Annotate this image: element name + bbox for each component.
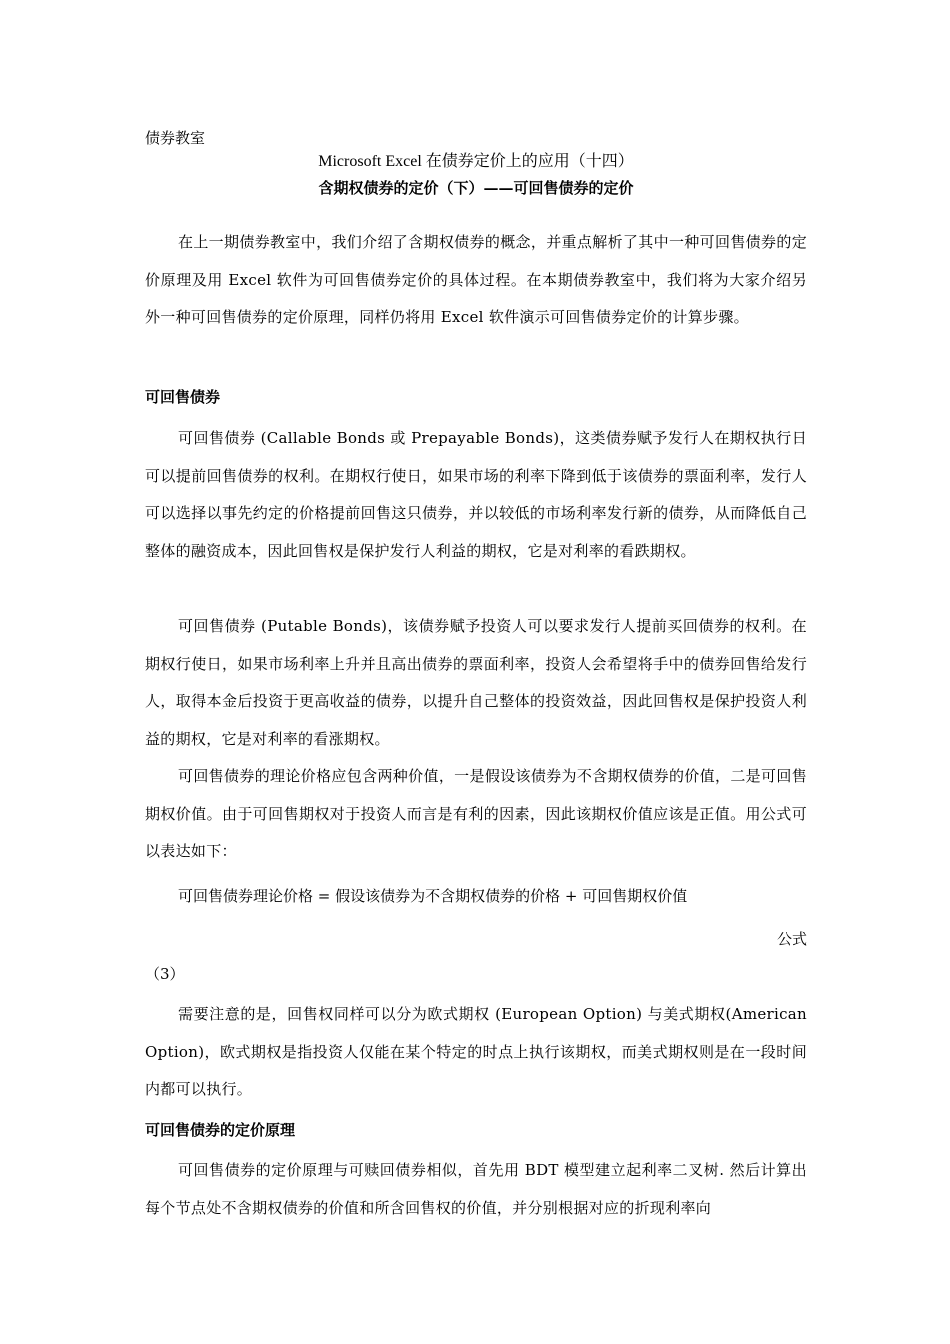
- theoretical-price-paragraph: 可回售债券的理论价格应包含两种价值，一是假设该债券为不含期权债券的价值，二是可回售期权价值。由于可回售期权对于投资人而言是有利的因素，因此该期权价值应该是正值。用公式可以表达如下：: [145, 767, 807, 860]
- column-label: 债券教室: [145, 129, 206, 147]
- pricing-formula: 可回售债券理论价格 = 假设该债券为不含期权债券的价格 + 可回售期权价值: [178, 887, 688, 905]
- callable-bonds-paragraph: 可回售债券 (Callable Bonds 或 Prepayable Bonds)，这类债券赋予发行人在期权执行日可以提前回售债券的权利。在期权行使日，如果市场的利率下降到低于该债券的票面利率，发行人可以选择以事先约定的价格提前回售这只债券，并以较低的市场利率发行新的债券，从而降低自己整体的融资成本，因此回售权是保护发行人利益的期权，它是对利率的看跌期权。: [145, 429, 807, 560]
- article-subtitle: 含期权债券的定价（下）——可回售债券的定价: [318, 179, 634, 197]
- section-heading-pricing-principle: 可回售债券的定价原理: [145, 1121, 296, 1139]
- section-heading-putable-bonds: 可回售债券: [145, 388, 221, 406]
- pricing-principle-paragraph: 可回售债券的定价原理与可赎回债券相似，首先用 BDT 模型建立起利率二叉树. 然后计算出每个节点处不含期权债券的价值和所含回售权的价值，并分别根据对应的折现利率向: [145, 1161, 807, 1217]
- article-title: Microsoft Excel 在债券定价上的应用（十四）: [318, 153, 634, 170]
- intro-paragraph: 在上一期债券教室中，我们介绍了含期权债券的概念，并重点解析了其中一种可回售债券的定价原理及用 Excel 软件为可回售债券定价的具体过程。在本期债券教室中，我们将为大家介绍另外一种可回售债券的定价原理，同样仍将用 Excel 软件演示可回售债券定价的计算步骤。: [145, 233, 807, 326]
- option-type-paragraph: 需要注意的是，回售权同样可以分为欧式期权 (European Option) 与美式期权(American Option)，欧式期权是指投资人仅能在某个特定的时点上执行该期权，而美式期权则是在一段时间内都可以执行。: [145, 1005, 807, 1098]
- putable-bonds-paragraph: 可回售债券 (Putable Bonds)，该债券赋予投资人可以要求发行人提前买回债券的权利。在期权行使日，如果市场利率上升并且高出债券的票面利率，投资人会希望将手中的债券回售给发行人，取得本金后投资于更高收益的债券，以提升自己整体的投资效益，因此回售权是保护投资人利益的期权，它是对利率的看涨期权。: [145, 617, 807, 748]
- formula-label: 公式: [776, 930, 807, 948]
- formula-number: （3）: [145, 965, 185, 983]
